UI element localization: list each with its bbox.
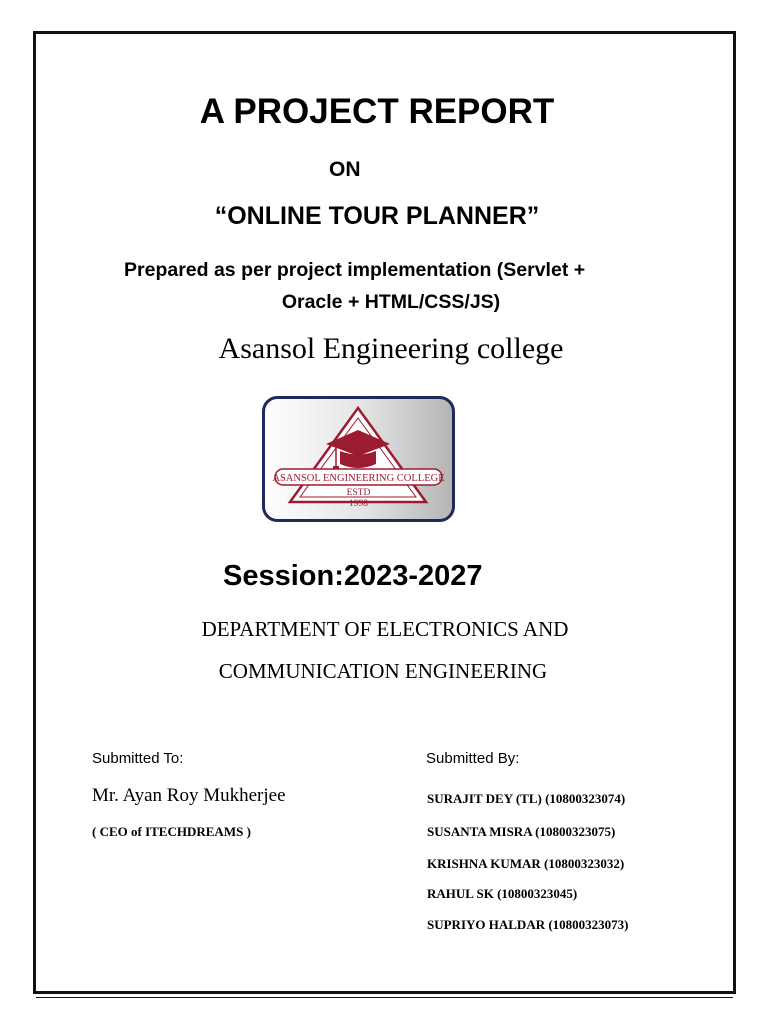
team-member: RAHUL SK (10800323045) (427, 886, 578, 901)
supervisor-name: Mr. Ayan Roy Mukherjee (92, 785, 286, 806)
supervisor-role: ( CEO of ITECHDREAMS ) (92, 824, 251, 839)
team-member: SURAJIT DEY (TL) (10800323074) (427, 791, 626, 806)
prepared-line-1: Prepared as per project implementation (Servlet + (124, 259, 586, 281)
department-line-2: COMMUNICATION ENGINEERING (218, 659, 548, 683)
college-name: Asansol Engineering college (218, 332, 564, 365)
submitted-to-label: Submitted To: (92, 750, 184, 767)
report-title: A PROJECT REPORT (199, 92, 555, 131)
team-member: SUPRIYO HALDAR (10800323073) (427, 917, 629, 932)
submitted-by-label: Submitted By: (426, 750, 520, 767)
project-name: “ONLINE TOUR PLANNER” (214, 202, 540, 230)
logo-estd-label: ESTD (346, 488, 371, 498)
logo-estd-year: 1998 (349, 499, 368, 509)
prepared-line-2: Oracle + HTML/CSS/JS) (281, 291, 501, 313)
college-logo-graphic (262, 396, 455, 522)
session-label: Session:2023-2027 (223, 560, 483, 592)
report-on-label: ON (329, 158, 361, 181)
college-logo (262, 396, 455, 522)
logo-text: ASANSOL ENGINEERING COLLEGE (272, 473, 445, 484)
team-member: KRISHNA KUMAR (10800323032) (427, 856, 625, 871)
department-line-1: DEPARTMENT OF ELECTRONICS AND (201, 617, 569, 641)
team-member: SUSANTA MISRA (10800323075) (427, 824, 616, 839)
